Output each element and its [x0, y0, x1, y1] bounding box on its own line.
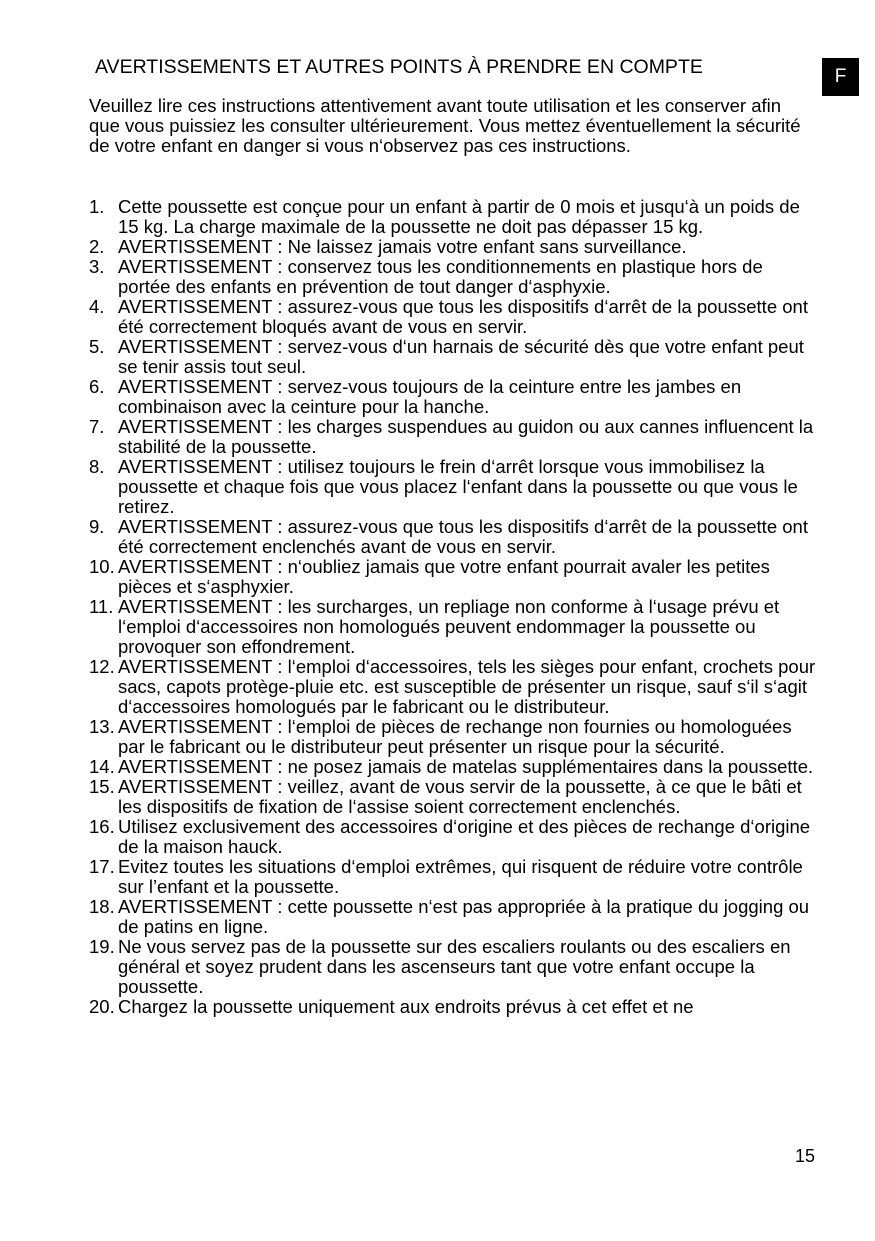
- list-item: [89, 997, 819, 1017]
- item-number: 15.: [89, 776, 115, 797]
- list-item: [89, 197, 819, 237]
- list-item: [89, 817, 819, 857]
- list-item: [89, 377, 819, 417]
- item-number: 16.: [89, 816, 115, 837]
- list-item: [89, 717, 819, 757]
- list-item: [89, 937, 819, 997]
- list-item: [89, 417, 819, 457]
- item-number: 9.: [89, 516, 105, 537]
- item-text: AVERTISSEMENT : ne posez jamais de matelas supplémentaires dans la poussette.: [118, 756, 814, 777]
- item-text: Chargez la poussette uniquement aux endroits prévus à cet effet et ne: [118, 996, 694, 1017]
- item-text: AVERTISSEMENT : assurez-vous que tous les dispositifs d‘arrêt de la poussette ont été correctement enclenchés avant de vous en servir.: [118, 516, 808, 557]
- list-item: [89, 557, 819, 597]
- item-text: AVERTISSEMENT : l‘emploi de pièces de rechange non fournies ou homologuées par le fabricant ou le distributeur peut présenter un risque pour la sécurité.: [118, 716, 792, 757]
- language-tab: F: [822, 58, 859, 96]
- item-number: 3.: [89, 256, 105, 277]
- item-number: 2.: [89, 236, 105, 257]
- item-number: 12.: [89, 656, 115, 677]
- item-number: 7.: [89, 416, 105, 437]
- list-item: [89, 657, 819, 717]
- item-text: AVERTISSEMENT : utilisez toujours le frein d‘arrêt lorsque vous immobilisez la poussette et chaque fois que vous placez l‘enfant dans la poussette ou que vous le retirez.: [118, 456, 798, 517]
- item-text: AVERTISSEMENT : assurez-vous que tous les dispositifs d‘arrêt de la poussette ont été correctement bloqués avant de vous en servir.: [118, 296, 808, 337]
- warnings-list: [89, 197, 819, 1017]
- page-number: 15: [795, 1146, 816, 1166]
- item-text: AVERTISSEMENT : les charges suspendues au guidon ou aux cannes influencent la stabilité de la poussette.: [118, 416, 814, 457]
- item-number: 20.: [89, 996, 115, 1017]
- item-number: 11.: [89, 596, 114, 617]
- item-text: Utilisez exclusivement des accessoires d‘origine et des pièces de rechange d‘origine de la maison hauck.: [118, 816, 811, 857]
- item-number: 6.: [89, 376, 105, 397]
- item-text: AVERTISSEMENT : les surcharges, un repliage non conforme à l‘usage prévu et l‘emploi d‘accessoires non homologués peuvent endommager la poussette ou provoquer son effondrement.: [118, 596, 780, 657]
- item-number: 4.: [89, 296, 105, 317]
- list-item: [89, 297, 819, 337]
- list-item: [89, 257, 819, 297]
- item-text: Cette poussette est conçue pour un enfant à partir de 0 mois et jusqu‘à un poids de 15 kg. La charge maximale de la poussette ne doit pas dépasser 15 kg.: [118, 196, 800, 237]
- item-text: AVERTISSEMENT : servez-vous toujours de la ceinture entre les jambes en combinaison avec la ceinture pour la hanche.: [118, 376, 742, 417]
- list-item: [89, 757, 819, 777]
- page-title: AVERTISSEMENTS ET AUTRES POINTS À PRENDRE EN COMPTE: [95, 56, 703, 78]
- list-item: [89, 517, 819, 557]
- item-text: AVERTISSEMENT : veillez, avant de vous servir de la poussette, à ce que le bâti et les dispositifs de fixation de l‘assise soient correctement enclenchés.: [118, 776, 802, 817]
- list-item: [89, 857, 819, 897]
- list-item: [89, 337, 819, 377]
- item-number: 8.: [89, 456, 105, 477]
- list-item: [89, 457, 819, 517]
- item-text: AVERTISSEMENT : servez-vous d‘un harnais de sécurité dès que votre enfant peut se tenir assis tout seul.: [118, 336, 804, 377]
- item-text: AVERTISSEMENT : l‘emploi d‘accessoires, tels les sièges pour enfant, crochets pour sacs, capots protège-pluie etc. est susceptible de présenter un risque, sauf s‘il s‘agit d‘accessoires homologués par le fabricant ou le distributeur.: [118, 656, 816, 717]
- item-number: 14.: [89, 756, 115, 777]
- item-number: 10.: [89, 556, 115, 577]
- item-number: 5.: [89, 336, 105, 357]
- item-text: Ne vous servez pas de la poussette sur des escaliers roulants ou des escaliers en général et soyez prudent dans les ascenseurs tant que votre enfant occupe la poussette.: [118, 936, 791, 997]
- list-item: [89, 897, 819, 937]
- intro-paragraph: [89, 96, 809, 156]
- item-number: 13.: [89, 716, 115, 737]
- item-number: 19.: [89, 936, 115, 957]
- list-item: [89, 597, 819, 657]
- intro-text: Veuillez lire ces instructions attentivement avant toute utilisation et les conserver afin que vous puissiez les consulter ultérieurement. Vous mettez éventuellement la sécurité de votre enfant en danger si vous n‘observez pas ces instructions.: [89, 95, 801, 156]
- item-text: AVERTISSEMENT : n‘oubliez jamais que votre enfant pourrait avaler les petites pièces et s‘asphyxier.: [118, 556, 770, 597]
- item-number: 1.: [89, 196, 105, 217]
- item-number: 18.: [89, 896, 115, 917]
- item-text: Evitez toutes les situations d‘emploi extrêmes, qui risquent de réduire votre contrôle sur l’enfant et la poussette.: [118, 856, 803, 897]
- item-text: AVERTISSEMENT : Ne laissez jamais votre enfant sans surveillance.: [118, 236, 687, 257]
- list-item: [89, 237, 819, 257]
- item-text: AVERTISSEMENT : cette poussette n‘est pas appropriée à la pratique du jogging ou de patins en ligne.: [118, 896, 810, 937]
- item-text: AVERTISSEMENT : conservez tous les conditionnements en plastique hors de portée des enfants en prévention de tout danger d‘asphyxie.: [118, 256, 763, 297]
- list-item: [89, 777, 819, 817]
- item-number: 17.: [89, 856, 115, 877]
